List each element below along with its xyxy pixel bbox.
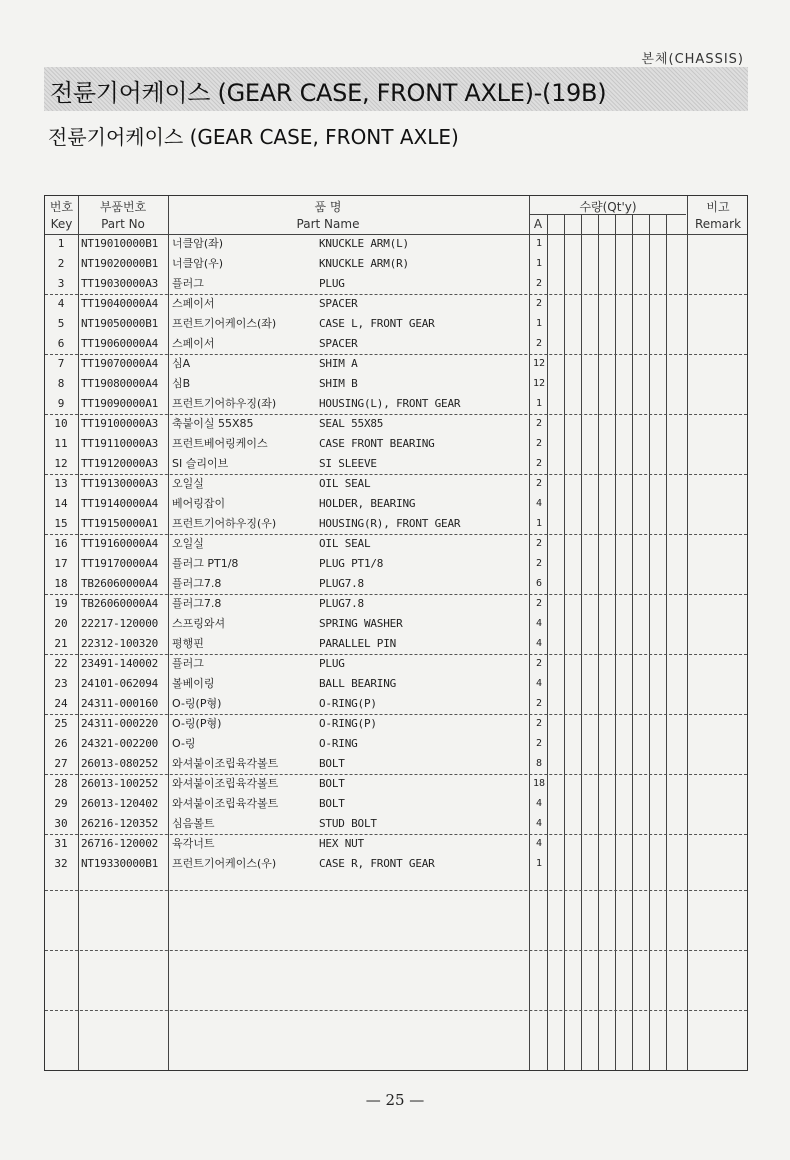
row-qty: 2 xyxy=(535,298,543,309)
row-qty: 2 xyxy=(535,478,543,489)
row-name-ko: 플러그7.8 xyxy=(172,577,222,590)
row-qty: 1 xyxy=(535,398,543,409)
row-key: 13 xyxy=(54,477,68,490)
row-name-en: KNUCKLE ARM(L) xyxy=(319,237,409,250)
row-key: 3 xyxy=(57,277,65,290)
row-name-en: SI SLEEVE xyxy=(319,457,377,470)
row-part-no: TB26060000A4 xyxy=(81,597,159,610)
row-qty: 2 xyxy=(535,718,543,729)
row-key: 23 xyxy=(54,677,68,690)
header-qty-a: A xyxy=(533,217,543,231)
table-row xyxy=(45,594,747,614)
row-name-en: STUD BOLT xyxy=(319,817,377,830)
row-name-en: O-RING(P) xyxy=(319,717,377,730)
row-name-en: SEAL 55X85 xyxy=(319,417,384,430)
row-name-en: SPRING WASHER xyxy=(319,617,403,630)
row-qty: 4 xyxy=(535,818,543,829)
table-row xyxy=(45,654,747,674)
row-key: 4 xyxy=(57,297,65,310)
row-part-no: TT19080000A4 xyxy=(81,377,159,390)
row-key: 10 xyxy=(54,417,68,430)
row-name-ko: 스페이서 xyxy=(172,297,215,310)
row-name-ko: 볼베이링 xyxy=(172,677,215,690)
row-name-ko: 축붙이실 55X85 xyxy=(172,417,254,430)
row-part-no: 26216-120352 xyxy=(81,817,159,830)
row-name-ko: 평행핀 xyxy=(172,637,204,650)
row-name-ko: 너클암(좌) xyxy=(172,237,224,250)
row-key: 14 xyxy=(54,497,68,510)
row-qty: 6 xyxy=(535,578,543,589)
row-name-en: PLUG xyxy=(319,277,345,290)
banner-title: 전륜기어케이스 (GEAR CASE, FRONT AXLE)-(19B) xyxy=(50,79,607,107)
row-qty: 2 xyxy=(535,538,543,549)
row-qty: 8 xyxy=(535,758,543,769)
row-name-en: SPACER xyxy=(319,337,358,350)
row-name-ko: 심A xyxy=(172,357,191,370)
row-key: 21 xyxy=(54,637,68,650)
row-part-no: TT19120000A3 xyxy=(81,457,159,470)
header-remark-en: Remark xyxy=(694,217,742,231)
row-name-ko: 플러그 PT1/8 xyxy=(172,557,239,570)
table-row xyxy=(45,774,747,794)
row-part-no: NT19020000B1 xyxy=(81,257,159,270)
row-key: 25 xyxy=(54,717,68,730)
row-qty: 1 xyxy=(535,518,543,529)
table-row xyxy=(45,274,747,294)
row-name-ko: 오일실 xyxy=(172,477,204,490)
table-row xyxy=(45,574,747,594)
row-part-no: 26013-120402 xyxy=(81,797,159,810)
row-name-ko: 오일실 xyxy=(172,537,204,550)
row-qty: 2 xyxy=(535,458,543,469)
table-row xyxy=(45,754,747,774)
table-row xyxy=(45,694,747,714)
row-name-en: BOLT xyxy=(319,777,345,790)
header-partname-en: Part Name xyxy=(296,217,360,231)
row-part-no: TT19040000A4 xyxy=(81,297,159,310)
table-row xyxy=(45,794,747,814)
table-row xyxy=(45,494,747,514)
row-qty: 4 xyxy=(535,678,543,689)
table-row xyxy=(45,414,747,434)
row-name-ko: 프런트기어하우징(우) xyxy=(172,517,277,530)
row-part-no: 24321-002200 xyxy=(81,737,159,750)
table-row xyxy=(45,394,747,414)
row-key: 27 xyxy=(54,757,68,770)
table-row xyxy=(45,554,747,574)
row-key: 26 xyxy=(54,737,68,750)
row-name-ko: 플러그 xyxy=(172,277,204,290)
row-key: 9 xyxy=(57,397,65,410)
row-name-ko: 육각너트 xyxy=(172,837,215,850)
row-qty: 4 xyxy=(535,838,543,849)
row-key: 6 xyxy=(57,337,65,350)
row-part-no: 26716-120002 xyxy=(81,837,159,850)
row-qty: 4 xyxy=(535,618,543,629)
row-name-ko: O-링(P형) xyxy=(172,717,222,730)
row-key: 15 xyxy=(54,517,68,530)
row-part-no: TT19030000A3 xyxy=(81,277,159,290)
row-name-ko: 베어링잡이 xyxy=(172,497,226,510)
row-qty: 4 xyxy=(535,498,543,509)
row-name-ko: 심음볼트 xyxy=(172,817,215,830)
row-part-no: NT19330000B1 xyxy=(81,857,159,870)
row-name-en: PLUG PT1/8 xyxy=(319,557,384,570)
row-qty: 2 xyxy=(535,698,543,709)
table-row xyxy=(45,674,747,694)
row-name-en: O-RING xyxy=(319,737,358,750)
table-row xyxy=(45,534,747,554)
row-part-no: 24311-000220 xyxy=(81,717,159,730)
row-key: 28 xyxy=(54,777,68,790)
row-key: 1 xyxy=(57,237,65,250)
row-group-divider xyxy=(45,950,747,951)
row-qty: 1 xyxy=(535,238,543,249)
row-name-en: CASE L, FRONT GEAR xyxy=(319,317,435,330)
table-row xyxy=(45,514,747,534)
row-key: 12 xyxy=(54,457,68,470)
table-row xyxy=(45,634,747,654)
row-name-en: KNUCKLE ARM(R) xyxy=(319,257,409,270)
row-name-en: BOLT xyxy=(319,757,345,770)
table-row xyxy=(45,374,747,394)
row-name-en: HOLDER, BEARING xyxy=(319,497,416,510)
row-key: 32 xyxy=(54,857,68,870)
row-name-ko: 와셔붙이조립육각볼트 xyxy=(172,797,279,810)
table-row xyxy=(45,254,747,274)
row-name-ko: O-링(P형) xyxy=(172,697,222,710)
row-name-en: HOUSING(R), FRONT GEAR xyxy=(319,517,461,530)
table-row xyxy=(45,734,747,754)
row-key: 24 xyxy=(54,697,68,710)
section-label: 본체(CHASSIS) xyxy=(641,52,744,67)
row-name-ko: 와셔붙이조립육각볼트 xyxy=(172,757,279,770)
row-key: 30 xyxy=(54,817,68,830)
row-part-no: TT19160000A4 xyxy=(81,537,159,550)
row-name-ko: 프런트기어하우징(좌) xyxy=(172,397,277,410)
row-name-en: O-RING(P) xyxy=(319,697,377,710)
row-part-no: 24311-000160 xyxy=(81,697,159,710)
row-part-no: TB26060000A4 xyxy=(81,577,159,590)
row-part-no: TT19170000A4 xyxy=(81,557,159,570)
row-qty: 2 xyxy=(535,558,543,569)
row-qty: 12 xyxy=(532,358,546,369)
row-part-no: 22312-100320 xyxy=(81,637,159,650)
table-row xyxy=(45,714,747,734)
header-key-en: Key xyxy=(50,217,73,231)
parts-table xyxy=(44,195,748,1071)
row-name-ko: 플러그 xyxy=(172,657,204,670)
row-name-en: PLUG xyxy=(319,657,345,670)
row-name-en: OIL SEAL xyxy=(319,477,371,490)
row-qty: 2 xyxy=(535,338,543,349)
row-qty: 2 xyxy=(535,438,543,449)
row-key: 22 xyxy=(54,657,68,670)
row-qty: 18 xyxy=(532,778,546,789)
row-qty: 1 xyxy=(535,318,543,329)
row-name-ko: 너클암(우) xyxy=(172,257,224,270)
row-part-no: TT19150000A1 xyxy=(81,517,159,530)
row-part-no: TT19070000A4 xyxy=(81,357,159,370)
header-partname-ko: 품 명 xyxy=(314,200,342,214)
row-qty: 2 xyxy=(535,278,543,289)
header-qty: 수량(Qt'y) xyxy=(579,200,637,214)
row-name-en: OIL SEAL xyxy=(319,537,371,550)
row-qty: 2 xyxy=(535,738,543,749)
row-name-ko: 플러그7.8 xyxy=(172,597,222,610)
row-key: 31 xyxy=(54,837,68,850)
row-name-ko: 스프링와셔 xyxy=(172,617,226,630)
row-name-ko: 프런트기어케이스(우) xyxy=(172,857,277,870)
table-row xyxy=(45,854,747,874)
row-name-en: HEX NUT xyxy=(319,837,364,850)
row-key: 7 xyxy=(57,357,65,370)
row-name-ko: 프런트기어케이스(좌) xyxy=(172,317,277,330)
table-row xyxy=(45,314,747,334)
row-group-divider xyxy=(45,1010,747,1011)
page-subtitle: 전륜기어케이스 (GEAR CASE, FRONT AXLE) xyxy=(48,125,459,149)
header-partno-ko: 부품번호 xyxy=(99,200,147,214)
row-part-no: 22217-120000 xyxy=(81,617,159,630)
row-part-no: TT19140000A4 xyxy=(81,497,159,510)
row-key: 29 xyxy=(54,797,68,810)
row-part-no: TT19090000A1 xyxy=(81,397,159,410)
row-name-en: CASE FRONT BEARING xyxy=(319,437,435,450)
table-row xyxy=(45,334,747,354)
row-key: 5 xyxy=(57,317,65,330)
row-name-en: BALL BEARING xyxy=(319,677,397,690)
row-qty: 4 xyxy=(535,798,543,809)
row-name-en: SPACER xyxy=(319,297,358,310)
row-qty: 2 xyxy=(535,418,543,429)
row-part-no: NT19050000B1 xyxy=(81,317,159,330)
table-row xyxy=(45,294,747,314)
row-name-en: HOUSING(L), FRONT GEAR xyxy=(319,397,461,410)
row-name-en: PARALLEL PIN xyxy=(319,637,397,650)
row-part-no: NT19010000B1 xyxy=(81,237,159,250)
table-row xyxy=(45,814,747,834)
row-key: 16 xyxy=(54,537,68,550)
row-name-ko: 와셔붙이조립육각볼트 xyxy=(172,777,279,790)
row-key: 2 xyxy=(57,257,65,270)
row-part-no: TT19100000A3 xyxy=(81,417,159,430)
table-row xyxy=(45,474,747,494)
row-name-en: BOLT xyxy=(319,797,345,810)
row-key: 18 xyxy=(54,577,68,590)
row-part-no: TT19110000A3 xyxy=(81,437,159,450)
row-part-no: 24101-062094 xyxy=(81,677,159,690)
table-row xyxy=(45,834,747,854)
row-part-no: 26013-080252 xyxy=(81,757,159,770)
row-qty: 1 xyxy=(535,858,543,869)
table-row xyxy=(45,434,747,454)
row-qty: 2 xyxy=(535,598,543,609)
row-key: 17 xyxy=(54,557,68,570)
row-name-en: PLUG7.8 xyxy=(319,577,364,590)
row-part-no: 26013-100252 xyxy=(81,777,159,790)
title-banner xyxy=(44,67,748,111)
table-row xyxy=(45,354,747,374)
row-name-ko: O-링 xyxy=(172,737,196,750)
table-row xyxy=(45,614,747,634)
row-part-no: 23491-140002 xyxy=(81,657,159,670)
row-key: 19 xyxy=(54,597,68,610)
row-name-en: PLUG7.8 xyxy=(319,597,364,610)
row-key: 11 xyxy=(54,437,68,450)
row-name-en: SHIM A xyxy=(319,357,358,370)
row-name-ko: SI 슬리이브 xyxy=(172,457,229,470)
row-key: 8 xyxy=(57,377,65,390)
row-group-divider xyxy=(45,890,747,891)
page-number: — 25 — xyxy=(365,1091,425,1109)
row-name-ko: 스페이서 xyxy=(172,337,215,350)
header-partno-en: Part No xyxy=(101,217,145,231)
row-name-ko: 심B xyxy=(172,377,191,390)
header-remark-ko: 비고 xyxy=(706,200,730,214)
row-qty: 4 xyxy=(535,638,543,649)
row-key: 20 xyxy=(54,617,68,630)
row-part-no: TT19060000A4 xyxy=(81,337,159,350)
header-key-ko: 번호 xyxy=(49,200,74,214)
row-part-no: TT19130000A3 xyxy=(81,477,159,490)
table-row xyxy=(45,234,747,254)
row-qty: 2 xyxy=(535,658,543,669)
row-name-en: CASE R, FRONT GEAR xyxy=(319,857,435,870)
table-row xyxy=(45,454,747,474)
row-name-ko: 프런트베어링케이스 xyxy=(172,437,268,450)
row-qty: 12 xyxy=(532,378,546,389)
row-qty: 1 xyxy=(535,258,543,269)
row-name-en: SHIM B xyxy=(319,377,358,390)
